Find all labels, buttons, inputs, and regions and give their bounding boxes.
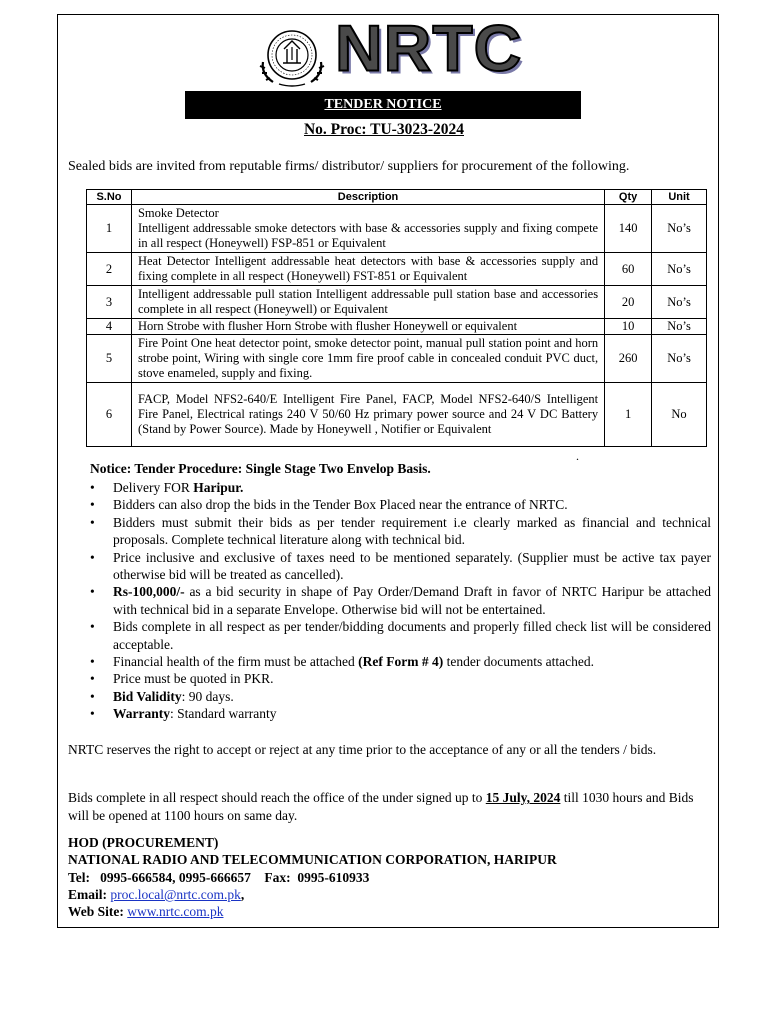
cell-description: Fire Point One heat detector point, smoke detector point, manual pull station point and horn strobe point, Wiring with single core 1mm fire proof cable in concealed conduit PVC duct, stove enameled, supply and fixing. [131, 335, 604, 383]
item-bold: (Ref Form # 4) [358, 654, 444, 670]
terms-list [90, 479, 711, 723]
item-bold: Rs-100,000/- [113, 584, 185, 600]
table-row [87, 383, 707, 447]
list-item [90, 653, 711, 670]
items-table [86, 189, 707, 447]
bullet-icon: • [90, 706, 95, 722]
web-label: Web Site: [68, 904, 124, 920]
item-text: : Standard warranty [170, 706, 277, 722]
cell-qty: 60 [605, 253, 652, 286]
item-text: : 90 days. [181, 688, 234, 704]
website-link[interactable]: www.nrtc.com.pk [127, 904, 224, 920]
bullet-icon: • [90, 480, 95, 495]
cell-sno: 1 [87, 205, 132, 253]
cell-sno: 4 [87, 319, 132, 335]
nrtc-emblem-icon [257, 26, 327, 88]
cell-description: Horn Strobe with flusher Horn Strobe with flusher Honeywell or equivalent [131, 319, 604, 335]
table-row [87, 335, 707, 383]
item-text: Price inclusive and exclusive of taxes need to be mentioned separately. (Supplier must be active tax payer otherwise bid will be treated as cancelled). [113, 549, 711, 583]
cell-unit: No’s [652, 319, 707, 335]
notice-heading: Notice: Tender Procedure: Single Stage Two Envelop Basis. [90, 461, 431, 476]
table-row [87, 253, 707, 286]
item-text: Delivery FOR [113, 480, 194, 495]
nrtc-wordmark: NRTC [335, 11, 523, 85]
cell-sno: 2 [87, 253, 132, 286]
tender-notice-banner: TENDER NOTICE [185, 91, 581, 119]
cell-qty: 20 [605, 286, 652, 319]
bullet-icon: • [90, 619, 95, 635]
item-text: Price must be quoted in PKR. [113, 671, 274, 687]
bullet-icon: • [90, 497, 95, 513]
cell-unit: No’s [652, 205, 707, 253]
cell-description: Smoke Detector Intelligent addressable smoke detectors with base & accessories supply and fixing compete in all respect (Honeywell) FSP-851 or Equivalent [131, 205, 604, 253]
item-bold: Bid Validity [113, 688, 182, 704]
intro-text: Sealed bids are invited from reputable firms/ distributor/ suppliers for procurement of the following. [68, 159, 630, 174]
cell-qty: 10 [605, 319, 652, 335]
contact-block [68, 834, 557, 920]
deadline-date: 15 July, 2024 [485, 790, 561, 805]
bullet-icon: • [90, 688, 95, 704]
deadline-pre: Bids complete in all respect should reach the office of the under signed up to [68, 790, 486, 805]
tel-label: Tel: [68, 869, 91, 885]
reserve-rights-text: NRTC reserves the right to accept or reject at any time prior to the acceptance of any or all the tenders / bids. [68, 742, 657, 757]
organization-name: NATIONAL RADIO AND TELECOMMUNICATION CORPORATION, HARIPUR [68, 852, 557, 868]
bullet-icon: • [90, 514, 95, 530]
table-header-row [87, 190, 707, 205]
header-qty: Qty [605, 190, 652, 205]
phone-line [68, 869, 557, 886]
email-label: Email: [68, 886, 107, 902]
list-item [90, 479, 711, 496]
item-bold: Warranty [113, 706, 170, 722]
list-item [90, 514, 711, 549]
cell-unit: No’s [652, 335, 707, 383]
list-item [90, 549, 711, 584]
deadline-text [68, 789, 711, 824]
cell-unit: No’s [652, 286, 707, 319]
cell-sno: 6 [87, 383, 132, 447]
cell-description: FACP, Model NFS2-640/E Intelligent Fire Panel, FACP, Model NFS2-640/S Intelligent Fire Panel, Electrical ratings 240 V 50/60 Hz primary power source and 24 V DC Battery (Stand by Power Source). Made by Honeywell , Notifier or Equivalent [131, 383, 604, 447]
tel-value: 0995-666584, 0995-666657 [100, 869, 251, 885]
item-text: Bids complete in all respect as per tender/bidding documents and properly filled check list will be considered acceptable. [113, 619, 711, 652]
nrtc-logo [257, 11, 523, 90]
cell-sno: 3 [87, 286, 132, 319]
list-item [90, 618, 711, 653]
list-item [90, 583, 711, 618]
cell-unit: No’s [652, 253, 707, 286]
header-description: Description [131, 190, 604, 205]
item-text: Bidders must submit their bids as per tender requirement i.e clearly marked as financial and technical proposals. Complete technical literature along with technical bid. [113, 514, 711, 548]
bullet-icon: • [90, 654, 95, 670]
list-item [90, 688, 711, 705]
fax-label: Fax: [264, 869, 291, 885]
cell-qty: 260 [605, 335, 652, 383]
email-line: Email: proc.local@nrtc.com.pk, [68, 886, 245, 902]
header-unit: Unit [652, 190, 707, 205]
list-item [90, 496, 711, 513]
cell-description: Heat Detector Intelligent addressable heat detectors with base & accessories supply and fixing complete in all respect (Honeywell) FST-851 or Equivalent [131, 253, 604, 286]
list-item [90, 670, 711, 687]
table-row [87, 319, 707, 335]
website-line [68, 903, 557, 920]
table-row [87, 205, 707, 253]
cell-qty: 140 [605, 205, 652, 253]
bullet-icon: • [90, 584, 95, 600]
proc-number: No. Proc: TU-3023-2024 [303, 121, 464, 138]
list-item [90, 705, 711, 722]
bullet-icon: • [90, 671, 95, 687]
item-text: Bidders can also drop the bids in the Tender Box Placed near the entrance of NRTC. [113, 497, 568, 513]
item-text: as a bid security in shape of Pay Order/Demand Draft in favor of NRTC Haripur be attached with technical bid in a separate Envelope. Otherwise bid will not be entertained. [113, 584, 711, 617]
bullet-icon: • [90, 549, 95, 565]
cell-qty: 1 [605, 383, 652, 447]
item-text: tender documents attached. [443, 654, 594, 670]
header-sno: S.No [87, 190, 132, 205]
stray-mark: . [576, 449, 579, 463]
cell-sno: 5 [87, 335, 132, 383]
signatory-title: HOD (PROCUREMENT) [68, 835, 219, 850]
cell-unit: No [652, 383, 707, 447]
item-bold: Haripur. [193, 480, 244, 495]
email-link[interactable]: proc.local@nrtc.com.pk [110, 886, 241, 902]
table-row [87, 286, 707, 319]
cell-description: Intelligent addressable pull station Intelligent addressable pull station base and accessories complete in all respect (Honeywell) or Equivalent [131, 286, 604, 319]
item-text: Financial health of the firm must be attached [113, 654, 359, 670]
deadline-post: till 1030 hours and Bids will be opened at 1100 hours on same day. [68, 790, 694, 823]
fax-value: 0995-610933 [297, 869, 370, 885]
